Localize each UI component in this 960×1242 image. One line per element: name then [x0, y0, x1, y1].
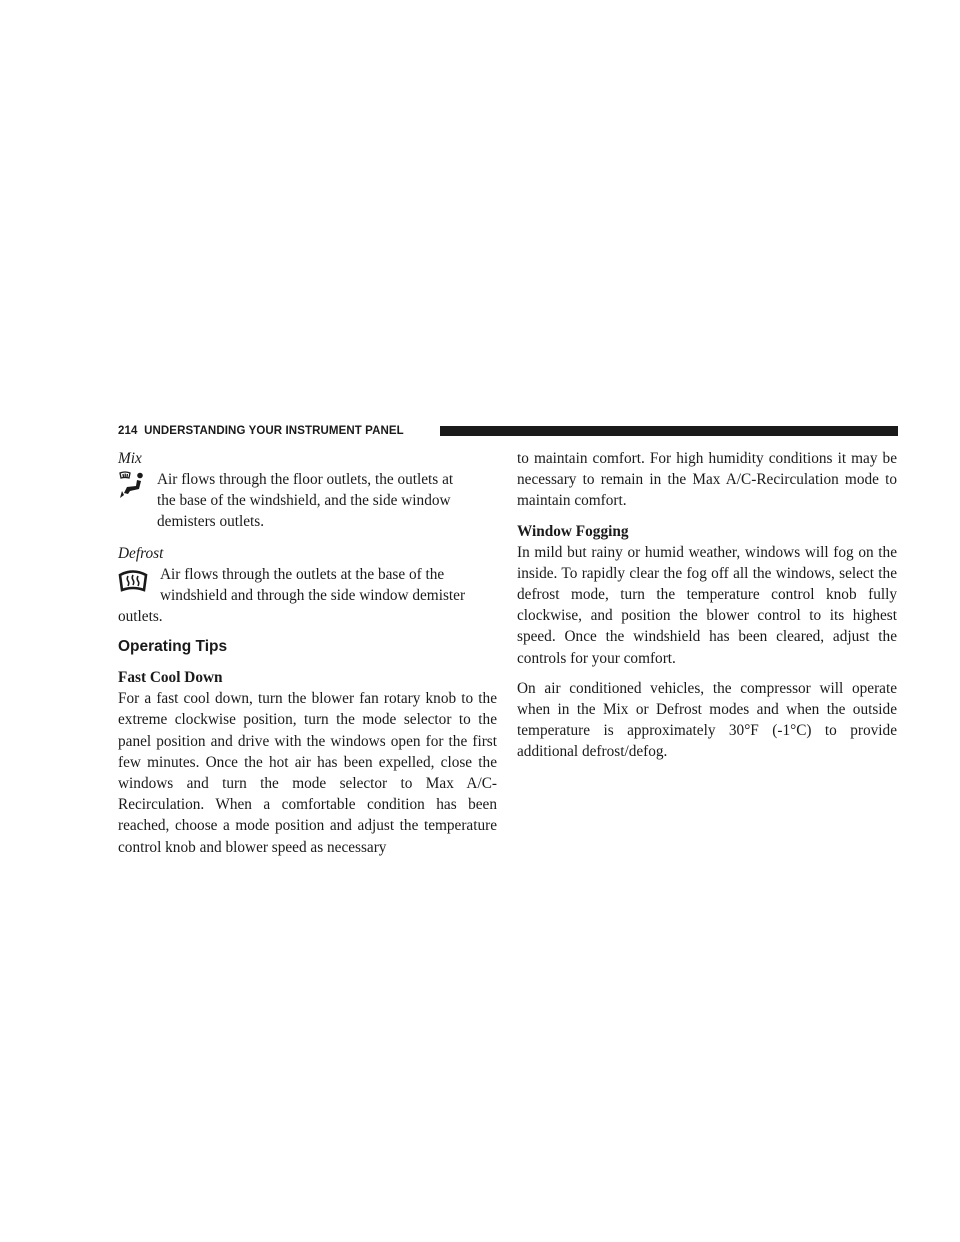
fast-cool-paragraph: For a fast cool down, turn the blower fan rotary knob to the extreme clockwise position, turn the mode selector to the panel position and drive with the windows open for the first few minutes. Once the hot air has been expelled, close the windows and turn the mode selector to Max A/C-Recirculation. When a comfortable condition has been reached, choose a mode position and adjust the temperature control knob and blower speed as necessary	[118, 690, 497, 856]
defrost-line-2: windshield and through the side window demister	[160, 586, 466, 604]
window-fogging-paragraph: In mild but rainy or humid weather, windows will fog on the inside. To rapidly clear the fog off all the windows, select the defrost mode, turn the temperature control knob fully clockwise, and position the blower control to its highest speed. Once the windshield has been cleared, adjust the controls for your comfort.	[517, 543, 897, 667]
continuation-paragraph: to maintain comfort. For high humidity conditions it may be necessary to remain in the Max A/C-Recirculation mode to maintain comfort.	[517, 450, 897, 510]
mix-line-3: demisters outlets.	[157, 513, 265, 531]
header-rule	[440, 426, 898, 436]
defrost-heading: Defrost	[118, 544, 164, 562]
defrost-description	[118, 564, 497, 606]
page-number: 214	[118, 425, 138, 437]
mix-line-2: the base of the windshield, and the side window	[157, 492, 451, 510]
section-title-header: UNDERSTANDING YOUR INSTRUMENT PANEL	[144, 425, 404, 437]
mix-line-1: Air flows through the floor outlets, the outlets at	[157, 471, 454, 488]
defrost-line-3: outlets.	[118, 608, 163, 626]
defrost-line-1: Air flows through the outlets at the base of the	[160, 565, 445, 583]
defrost-icon	[118, 568, 148, 598]
right-column	[517, 448, 897, 763]
header-text	[118, 423, 404, 439]
mix-heading: Mix	[118, 450, 142, 467]
compressor-paragraph: On air conditioned vehicles, the compressor will operate when in the Mix or Defrost modes and when the outside temperature is approximately 30°F (-1°C) to provide additional defrost/defog.	[517, 679, 897, 761]
mix-mode-icon	[118, 471, 148, 501]
fast-cool-heading: Fast Cool Down	[118, 669, 223, 687]
mix-description	[118, 469, 497, 533]
page-header	[118, 423, 898, 439]
operating-tips-heading: Operating Tips	[118, 638, 228, 656]
left-column	[118, 448, 497, 858]
window-fogging-heading: Window Fogging	[517, 522, 629, 540]
